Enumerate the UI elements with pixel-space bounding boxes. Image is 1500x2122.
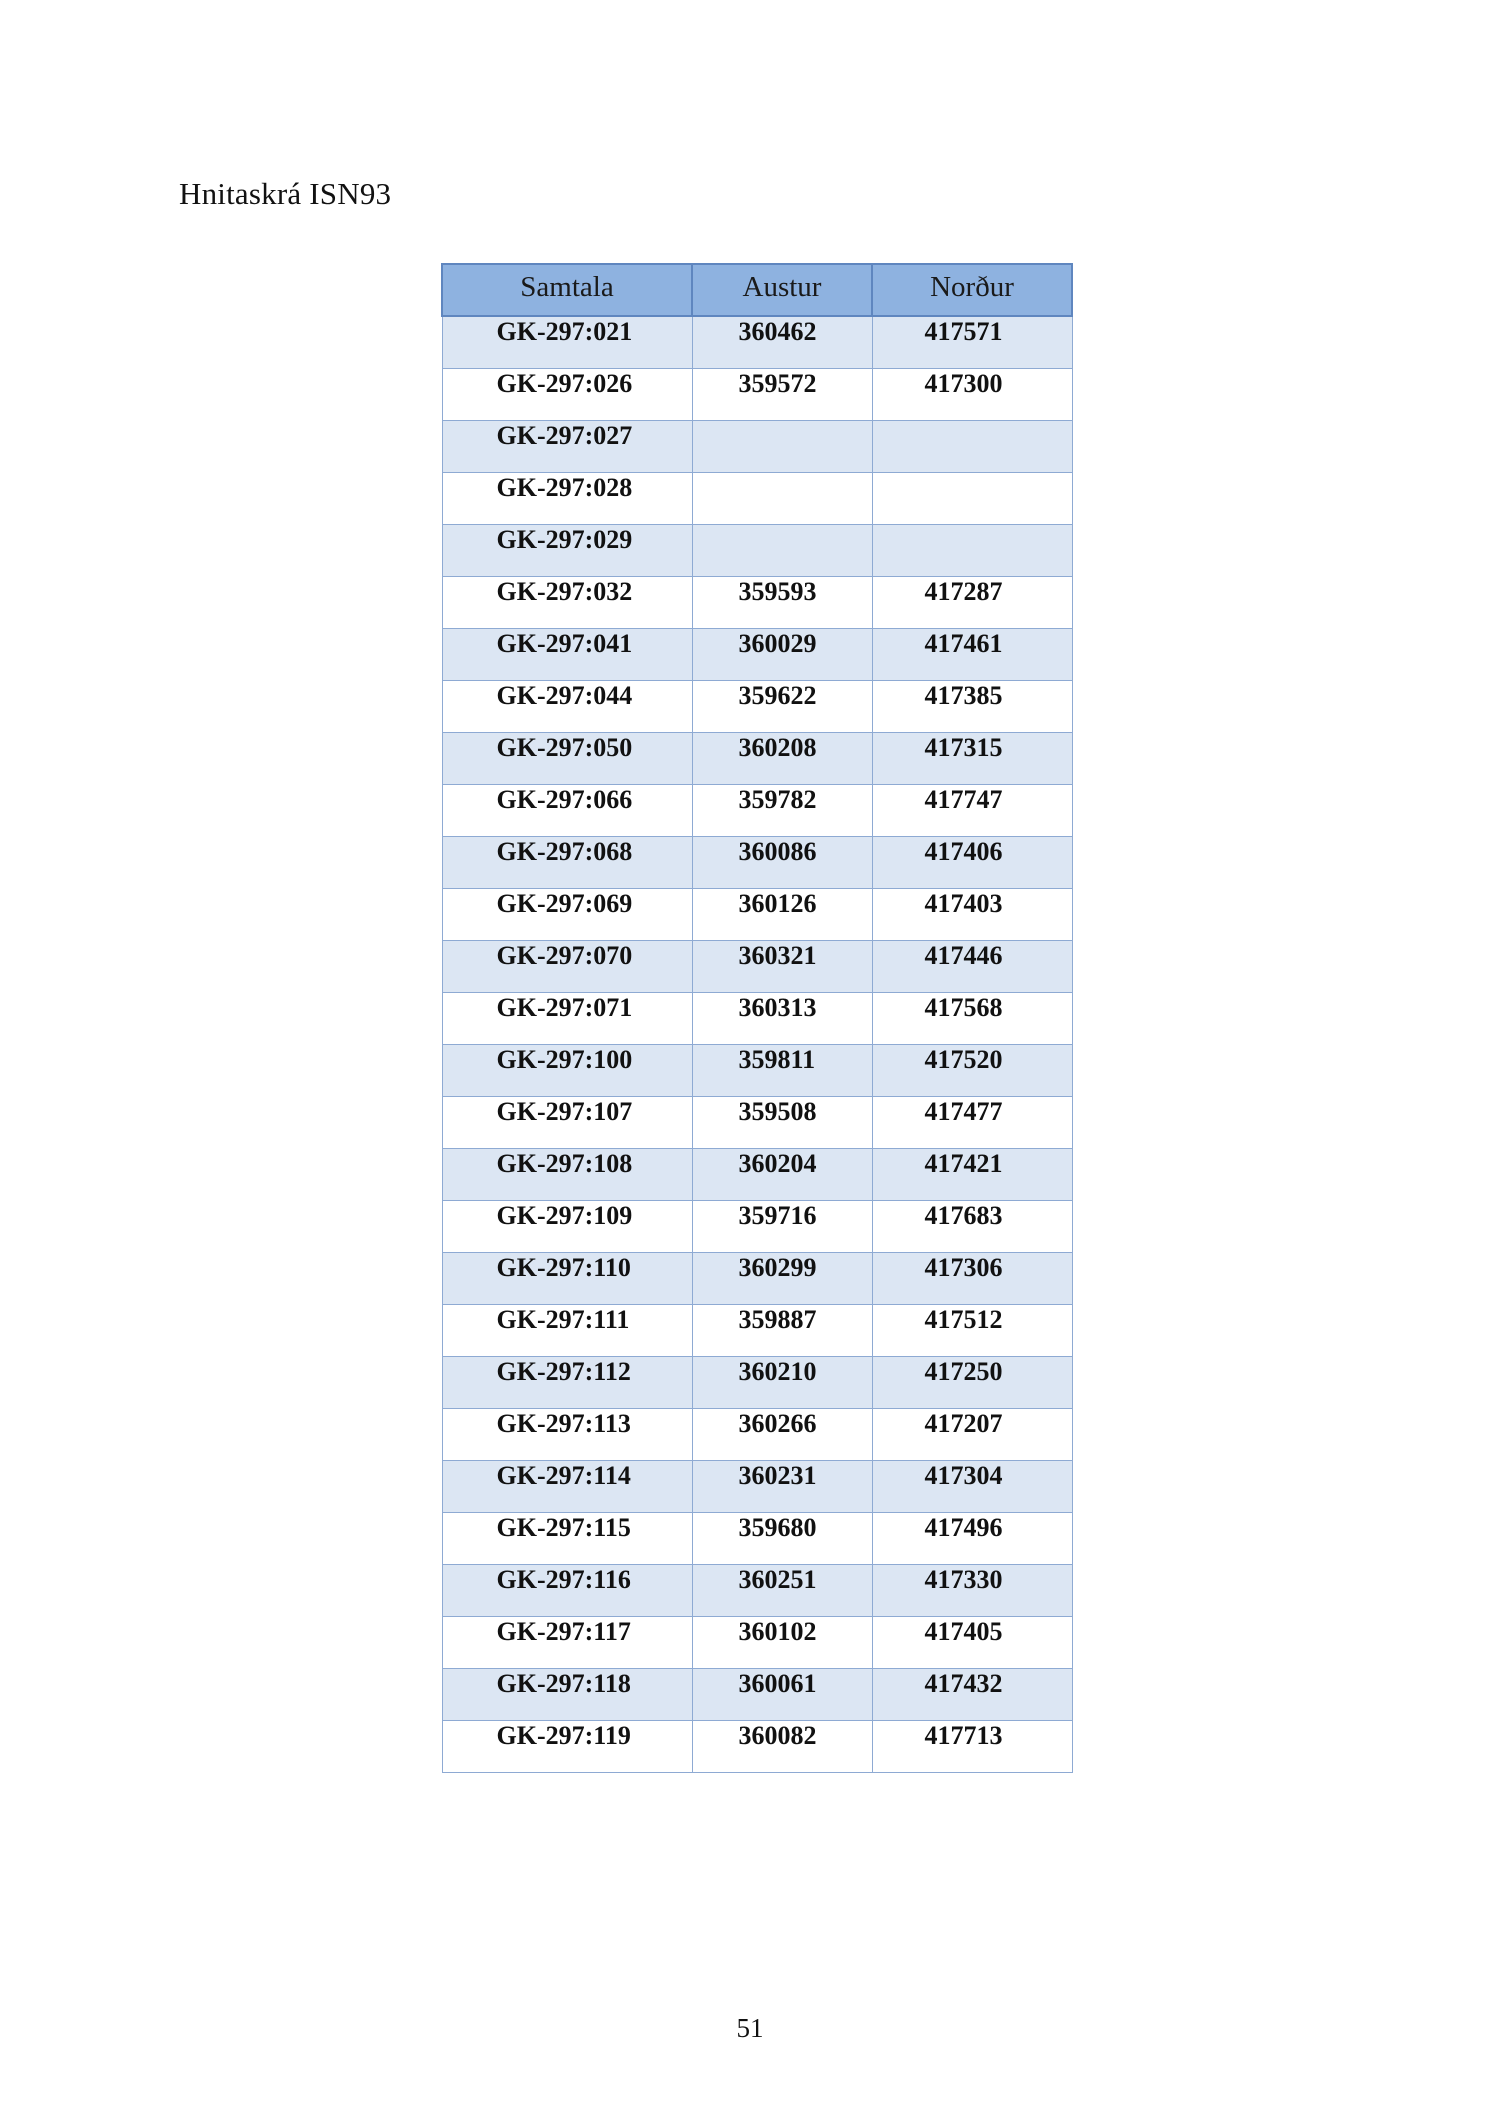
cell-nordur: 417306 (872, 1253, 1072, 1305)
cell-austur: 360210 (692, 1357, 872, 1409)
cell-nordur: 417207 (872, 1409, 1072, 1461)
cell-austur: 359593 (692, 577, 872, 629)
cell-nordur (872, 421, 1072, 473)
table-row (442, 316, 1072, 369)
cell-austur: 359716 (692, 1201, 872, 1253)
table-row (442, 1409, 1072, 1461)
cell-nordur: 417330 (872, 1565, 1072, 1617)
header-austur: Austur (692, 264, 872, 316)
cell-samtala: GK-297:114 (442, 1461, 692, 1513)
cell-austur: 360299 (692, 1253, 872, 1305)
cell-austur: 360061 (692, 1669, 872, 1721)
table-row (442, 1097, 1072, 1149)
cell-samtala: GK-297:110 (442, 1253, 692, 1305)
table-row (442, 1669, 1072, 1721)
cell-austur: 359887 (692, 1305, 872, 1357)
table-row (442, 1617, 1072, 1669)
table-row (442, 993, 1072, 1045)
cell-austur: 360462 (692, 316, 872, 369)
table-row (442, 629, 1072, 681)
cell-nordur: 417421 (872, 1149, 1072, 1201)
cell-samtala: GK-297:050 (442, 733, 692, 785)
cell-nordur: 417496 (872, 1513, 1072, 1565)
cell-nordur: 417512 (872, 1305, 1072, 1357)
header-samtala: Samtala (442, 264, 692, 316)
table-row (442, 525, 1072, 577)
table-body (442, 316, 1072, 1773)
cell-austur (692, 421, 872, 473)
cell-austur: 360251 (692, 1565, 872, 1617)
table-row (442, 1513, 1072, 1565)
cell-nordur: 417568 (872, 993, 1072, 1045)
cell-samtala: GK-297:068 (442, 837, 692, 889)
page-title: Hnitaskrá ISN93 (179, 176, 392, 211)
cell-samtala: GK-297:118 (442, 1669, 692, 1721)
cell-samtala: GK-297:111 (442, 1305, 692, 1357)
cell-nordur: 417300 (872, 369, 1072, 421)
cell-austur: 360082 (692, 1721, 872, 1773)
table-row (442, 889, 1072, 941)
table-row (442, 1305, 1072, 1357)
cell-nordur: 417405 (872, 1617, 1072, 1669)
cell-samtala: GK-297:066 (442, 785, 692, 837)
cell-austur: 359680 (692, 1513, 872, 1565)
cell-austur: 360086 (692, 837, 872, 889)
cell-nordur: 417385 (872, 681, 1072, 733)
cell-nordur: 417571 (872, 316, 1072, 369)
table-row (442, 681, 1072, 733)
cell-samtala: GK-297:109 (442, 1201, 692, 1253)
cell-nordur: 417446 (872, 941, 1072, 993)
table-row (442, 837, 1072, 889)
cell-nordur: 417432 (872, 1669, 1072, 1721)
cell-austur: 360321 (692, 941, 872, 993)
cell-austur: 360102 (692, 1617, 872, 1669)
cell-nordur: 417250 (872, 1357, 1072, 1409)
table-header-row (442, 264, 1072, 316)
cell-austur: 360126 (692, 889, 872, 941)
cell-samtala: GK-297:108 (442, 1149, 692, 1201)
page-number: 51 (736, 2013, 764, 2043)
cell-samtala: GK-297:070 (442, 941, 692, 993)
cell-nordur (872, 473, 1072, 525)
cell-austur: 359572 (692, 369, 872, 421)
cell-samtala: GK-297:029 (442, 525, 692, 577)
cell-samtala: GK-297:027 (442, 421, 692, 473)
cell-austur: 359508 (692, 1097, 872, 1149)
cell-nordur: 417683 (872, 1201, 1072, 1253)
table-row (442, 473, 1072, 525)
header-nordur: Norður (872, 264, 1072, 316)
table-row (442, 1461, 1072, 1513)
cell-nordur: 417304 (872, 1461, 1072, 1513)
cell-samtala: GK-297:044 (442, 681, 692, 733)
cell-austur: 360204 (692, 1149, 872, 1201)
cell-samtala: GK-297:112 (442, 1357, 692, 1409)
cell-nordur: 417713 (872, 1721, 1072, 1773)
cell-austur (692, 525, 872, 577)
cell-austur: 360208 (692, 733, 872, 785)
cell-austur: 359811 (692, 1045, 872, 1097)
table-row (442, 1357, 1072, 1409)
cell-austur: 359622 (692, 681, 872, 733)
cell-samtala: GK-297:041 (442, 629, 692, 681)
table-row (442, 421, 1072, 473)
table-row (442, 1201, 1072, 1253)
table-row (442, 1721, 1072, 1773)
cell-austur: 360313 (692, 993, 872, 1045)
table-row (442, 1253, 1072, 1305)
table-row (442, 369, 1072, 421)
cell-samtala: GK-297:107 (442, 1097, 692, 1149)
cell-nordur: 417520 (872, 1045, 1072, 1097)
cell-samtala: GK-297:071 (442, 993, 692, 1045)
cell-austur: 359782 (692, 785, 872, 837)
cell-samtala: GK-297:115 (442, 1513, 692, 1565)
cell-samtala: GK-297:100 (442, 1045, 692, 1097)
cell-nordur: 417287 (872, 577, 1072, 629)
cell-austur: 360266 (692, 1409, 872, 1461)
cell-nordur: 417406 (872, 837, 1072, 889)
cell-nordur (872, 525, 1072, 577)
cell-austur: 360029 (692, 629, 872, 681)
coordinate-table (441, 263, 1073, 1773)
table-row (442, 1045, 1072, 1097)
cell-austur (692, 473, 872, 525)
cell-samtala: GK-297:069 (442, 889, 692, 941)
table-row (442, 1149, 1072, 1201)
table-row (442, 785, 1072, 837)
cell-nordur: 417461 (872, 629, 1072, 681)
cell-nordur: 417477 (872, 1097, 1072, 1149)
cell-samtala: GK-297:028 (442, 473, 692, 525)
cell-nordur: 417747 (872, 785, 1072, 837)
table-row (442, 941, 1072, 993)
cell-samtala: GK-297:032 (442, 577, 692, 629)
table-row (442, 577, 1072, 629)
cell-samtala: GK-297:026 (442, 369, 692, 421)
cell-samtala: GK-297:021 (442, 316, 692, 369)
cell-samtala: GK-297:116 (442, 1565, 692, 1617)
cell-nordur: 417403 (872, 889, 1072, 941)
cell-austur: 360231 (692, 1461, 872, 1513)
cell-samtala: GK-297:119 (442, 1721, 692, 1773)
table-row (442, 733, 1072, 785)
cell-samtala: GK-297:117 (442, 1617, 692, 1669)
table-row (442, 1565, 1072, 1617)
cell-samtala: GK-297:113 (442, 1409, 692, 1461)
cell-nordur: 417315 (872, 733, 1072, 785)
